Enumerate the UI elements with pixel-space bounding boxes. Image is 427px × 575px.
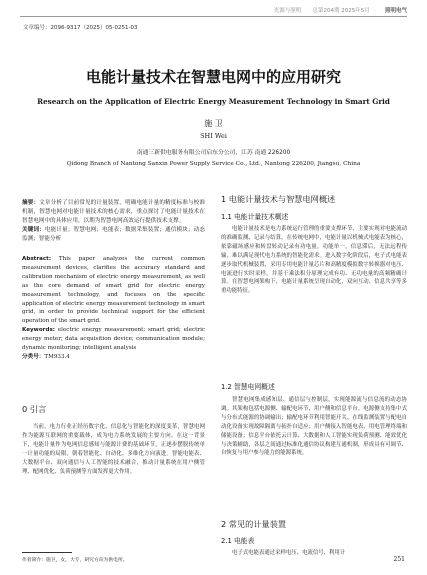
article-number: 文章编号：2096-9317（2025）05-0251-03 (23, 25, 138, 31)
footnote-rule (22, 552, 72, 553)
class-number: TM933.4 (44, 353, 70, 360)
intro-heading: 0 引言 (22, 404, 47, 414)
header-rule (20, 16, 407, 17)
section-2-heading: 2 常见的计量装置 (221, 519, 287, 529)
section-1-2-text: 智慧电网集成感知层、通信层与控制层，实现能源流与信息流的动态协调。其架构包括电源侧、输配电环节、用户侧和信息平台。电源侧支持集中式与分布式能源的协调输出；输配电环节利用智能开关、在线监测装置与配电自动化设备实现故障隔离与拓扑自适应；用户侧接入智能电表、用电管理终端和储能设备；信息平台依托云计算、大数据和人工智能实现负荷预测、能效优化与决策辅助，各层之间通过标准化通信协议构建互通机制，形成具有可调节、自恢复与用户参与能力的能源系统。 (221, 397, 407, 457)
running-header: 光源与照明 · 总第204期 2025年5月 · 照明电气 (273, 8, 407, 14)
author-footnote: 作者简介：施卫，女，大专，研究方向为供电所。 (22, 558, 128, 563)
section-1-heading: 1 电能计量技术与智慧电网概述 (221, 194, 336, 204)
section-1-2-paragraph (221, 396, 407, 458)
section-1-1-text: 电能计量技术是电力系统运行管理的重要支撑环节，主要实现对电能流动的准确监测、记录与结算。在传统电网中，电能计量以机械式电能表为核心，依靠磁场感应和转盘转动记录有功电量，功能单一，信息滞后，无法远程传输，难以满足现代电力系统的智能化需求。进入数字化阶段后，电子式电能表逐步取代机械装置，采用专用电能计量芯片和高精度模拟数字转换器对电压、电流进行实时采样，并基于乘法积分原理完成有功、无功电量的高频精确计算。在智慧电网架构下，电能计量系统呈现自动化、双向互动、信息共享等多重功能特征。 (221, 226, 407, 295)
section-brand: 照明电气 (384, 8, 407, 14)
author-english: SHI Wei (200, 132, 227, 140)
section-1-2-heading: 1.2 智慧电网概述 (221, 383, 275, 391)
page-number: 251 (393, 556, 405, 563)
section-2-1-text: 电子式电能表通过采样电压、电流信号，利用计 (232, 550, 346, 556)
affiliation-chinese: 南通三新供电服务有限公司启东分公司，江苏 南通 226200 (136, 150, 291, 156)
abstract-en-text: This paper analyzes the current common measurement devices, clarifies the accuracy standard and calibration mechanism of electric energy measurement, as well as the core demand of smart grid for electric energy measurement technology, and focuses on the specific application of electric energy measurement technology in smart grid, in order to provide technical support for the efficient operation of the smart grid. (22, 256, 205, 325)
abstract-cn-text: 文章分析了目前常见的计量装置，明确电能计量的精度标准与校准机制，智慧电网对电能计量技术的核心需求，重点探讨了电能计量技术在智慧电网中的具体应用，以期为智慧电网高效运行提供技术支撑。 (22, 200, 205, 224)
section-1-1-paragraph (221, 225, 407, 296)
keywords-cn-text: 电能计量；智慧电网；电能表；数据采集装置；通信模块；动态监测；智能分析 (22, 226, 205, 242)
intro-text: 当前，电力行业正经历数字化、信息化与智能化的深度变革，智慧电网作为能源互联网的重要载体，成为电力系统发展的主要方向。在这一背景下，电能计量作为电网信息感知与能源计费的基础环节，正逐步摆脱传统单一计量功能的局限，朝着智能化、自动化、多维化方向演进。智能电能表、大数据平台、双向通信与人工智能的技术融合，推动计量系统在用户侧管理、配网优化、负荷预测等方面发挥更大作用。 (22, 424, 205, 475)
journal-name: 光源与照明 (273, 8, 302, 14)
keywords-cn-label: 关键词： (22, 226, 45, 233)
class-label: 分类号： (22, 353, 45, 360)
intro-paragraph (22, 423, 205, 476)
section-2-1-heading: 2.1 电能表 (221, 537, 255, 545)
abstract-cn-label: 摘要： (22, 200, 40, 206)
keywords-en-text: electric energy measurement; smart grid; electric energy meter; data acquisition device; communication module; dynamic monitoring; intelligent analysis (22, 327, 205, 352)
abstract-en-label: Abstract: (22, 256, 52, 262)
author-chinese: 施 卫 (204, 119, 223, 128)
affiliation-english: Qidong Branch of Nantong Sanxin Power Supply Service Co., Ltd., Nantong 226200, Jiangsu, China (66, 161, 361, 167)
abstract-chinese-block (22, 199, 205, 244)
title-chinese: 电能计量技术在智慧电网中的应用研究 (85, 68, 341, 86)
abstract-english-block (22, 255, 205, 362)
keywords-en-label: Keywords: (22, 327, 56, 334)
title-english: Research on the Application of Electric Energy Measurement Technology in Smart Grid (37, 97, 390, 106)
section-1-1-heading: 1.1 电能计量技术概述 (221, 213, 289, 221)
issue-info: 总第204期 2025年5月 (312, 8, 370, 14)
section-2-1-paragraph (221, 549, 407, 558)
